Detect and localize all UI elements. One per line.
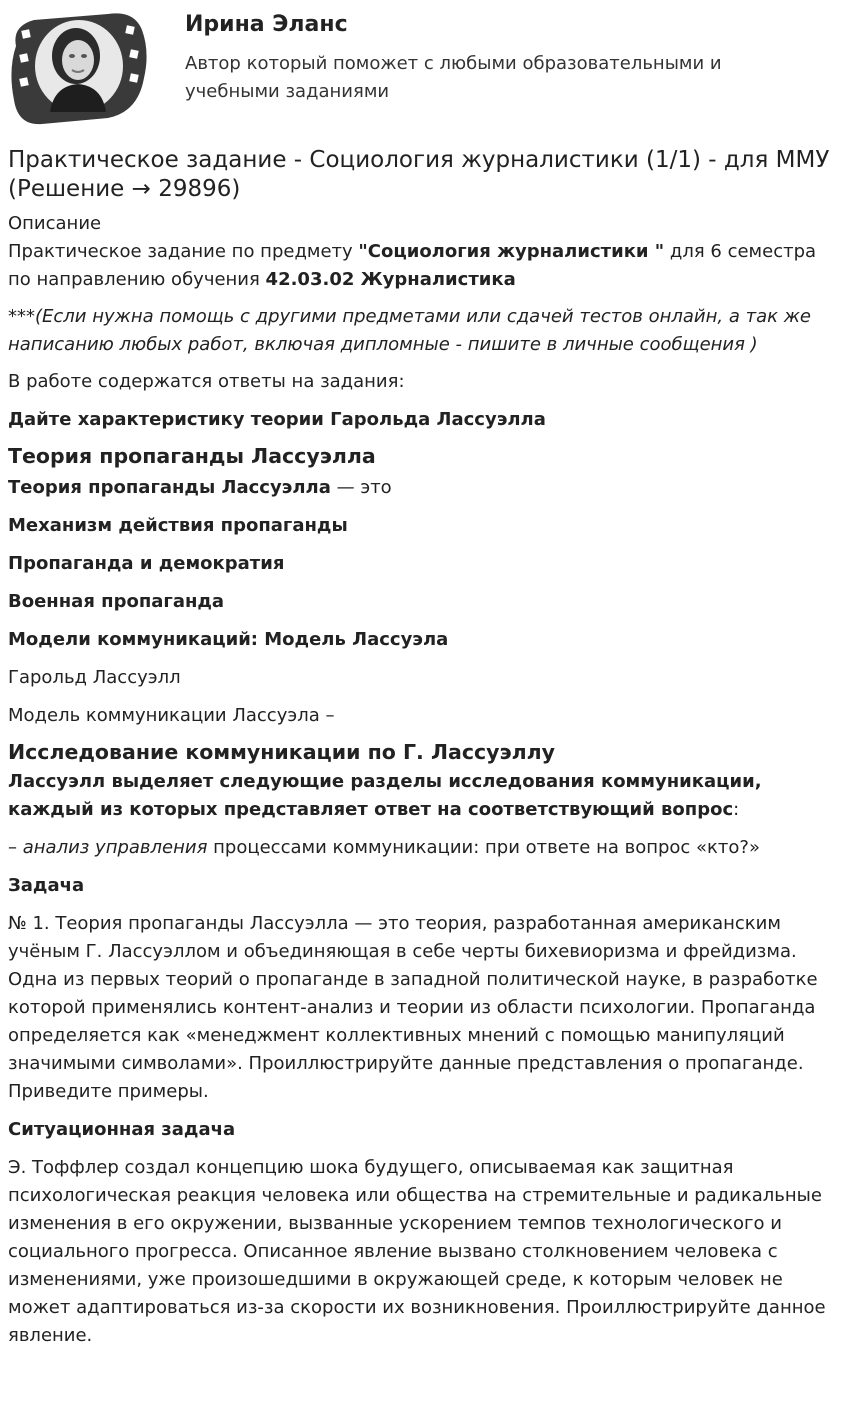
situational-label: Ситуационная задача bbox=[8, 1119, 236, 1140]
task-text: № 1. Теория пропаганды Лассуэлла — это теория, разработанная американским учёным Г. Лассуэллом и объединяющая в себе черты бихевиоризма и фрейдизма. Одна из первых теорий о пропаганде в западной политической науке, в разработке которой применялись контент-анализ и теории из области психологии. Пропаганда определяется как «менеджмент коллективных мнений с помощью манипуляций значимыми символами». Проиллюстрируйте данные представления о пропаганде. Приведите примеры. bbox=[8, 913, 818, 1102]
mechanism-heading: Механизм действия пропаганды bbox=[8, 515, 348, 536]
analysis-dash: – bbox=[8, 837, 23, 858]
analysis-paragraph bbox=[8, 834, 838, 862]
note-paragraph bbox=[8, 303, 838, 359]
intro-part1: Практическое задание по предмету bbox=[8, 241, 359, 262]
question-1: Дайте характеристику теории Гарольда Лассуэлла bbox=[8, 409, 546, 430]
intro-direction: 42.03.02 Журналистика bbox=[265, 269, 516, 290]
harold-text: Гарольд Лассуэлл bbox=[8, 667, 181, 688]
contains-text: В работе содержатся ответы на задания: bbox=[8, 371, 405, 392]
situational-text: Э. Тоффлер создал концепцию шока будущего, описываемая как защитная психологическая реакция человека или общества на стремительные и радикальные изменения в его окружении, вызванные ускорением темпов технологического и социального прогресса. Описанное явление вызвано столкновением человека с изменениями, уже произошедшими в окружающей среде, к которым человек не может адаптироваться из-за скорости их возникновения. Проиллюстрируйте данное явление. bbox=[8, 1157, 826, 1346]
research-bold: Лассуэлл выделяет следующие разделы исследования коммуникации, каждый из которых представляет ответ на соответствующий вопрос bbox=[8, 771, 762, 820]
note-stars: *** bbox=[8, 306, 35, 327]
models-heading: Модели коммуникаций: Модель Лассуэла bbox=[8, 629, 449, 650]
heading-research: Исследование коммуникации по Г. Лассуэллу bbox=[8, 740, 556, 764]
intro-part2: для 6 семестра по направлению обучения bbox=[8, 241, 817, 290]
research-colon: : bbox=[733, 799, 740, 820]
research-paragraph bbox=[8, 768, 838, 824]
intro-paragraph bbox=[8, 238, 838, 294]
democracy-heading: Пропаганда и демократия bbox=[8, 553, 285, 574]
analysis-italic: анализ управления bbox=[22, 837, 208, 858]
theory-rest: — это bbox=[330, 477, 392, 498]
task-label: Задача bbox=[8, 875, 85, 896]
intro-subject: "Социология журналистики " bbox=[358, 241, 665, 262]
military-heading: Военная пропаганда bbox=[8, 591, 225, 612]
note-text: (Если нужна помощь с другими предметами или сдачей тестов онлайн, а так же написанию любых работ, включая дипломные - пишите в личные сообщения ) bbox=[8, 306, 811, 355]
page-title: Практическое задание - Социология журналистики (1/1) - для ММУ (Решение → 29896) bbox=[8, 147, 830, 202]
author-description: Автор который поможет с любыми образовательными и учебными заданиями bbox=[185, 53, 722, 102]
document-content bbox=[8, 146, 838, 1350]
analysis-rest: процессами коммуникации: при ответе на вопрос «кто?» bbox=[207, 837, 760, 858]
model-text: Модель коммуникации Лассуэла – bbox=[8, 705, 335, 726]
author-header bbox=[0, 0, 847, 135]
avatar bbox=[8, 8, 150, 126]
author-name[interactable]: Ирина Эланс bbox=[185, 12, 348, 37]
theory-paragraph bbox=[8, 474, 838, 502]
theory-bold: Теория пропаганды Лассуэлла bbox=[8, 477, 331, 498]
description-label: Описание bbox=[8, 213, 102, 234]
heading-theory: Теория пропаганды Лассуэлла bbox=[8, 444, 376, 468]
